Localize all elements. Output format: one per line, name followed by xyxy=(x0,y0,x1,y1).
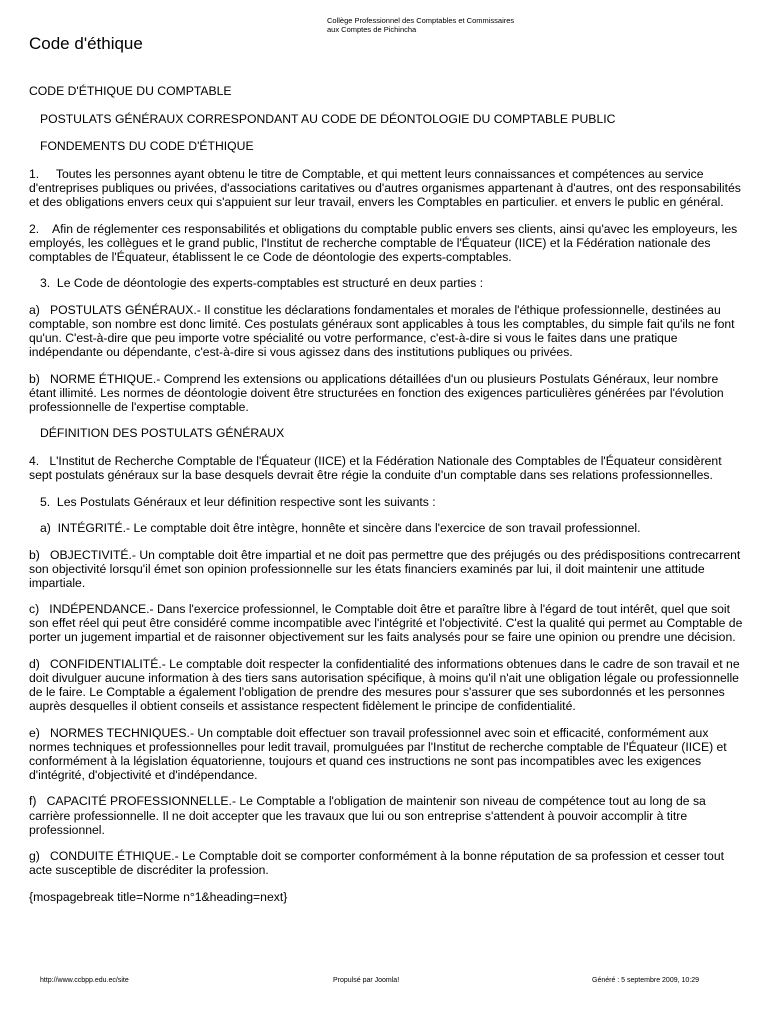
body-paragraph: f) CAPACITÉ PROFESSIONNELLE.- Le Comptable a l'obligation de maintenir son niveau de compétence tout au long de sa carrière professionnelle. Il ne doit accepter que les travaux que lui ou son entreprise s'attendent à pouvoir accomplir à titre professionnel. xyxy=(29,794,710,837)
footer-powered-by: Propulsé par Joomla! xyxy=(333,977,400,984)
body-paragraph: 2. Afin de réglementer ces responsabilités et obligations du comptable public envers ses clients, ainsi qu'avec les employeurs, les employés, les collègues et le grand public, l'Institut de recherche comptable de l'Équateur (IICE) et la Fédération nationale des comptables de l'Équateur, établissent le ce Code de déontologie des experts-comptables. xyxy=(29,221,741,264)
footer-generated-date: Généré : 5 septembre 2009, 10:29 xyxy=(592,977,700,984)
body-paragraph: e) NORMES TECHNIQUES.- Un comptable doit effectuer son travail professionnel avec soin et efficacité, conformément aux normes techniques et professionnelles pour ledit travail, promulguées par l'Institut de recherche comptable de l'Équateur (IICE) et conformément à la législation équatorienne, toujours et quand ces instructions ne sont pas incompatibles avec les exigences d'intégrité, d'objectivité et d'indépendance. xyxy=(29,725,731,782)
organization-header xyxy=(327,16,514,34)
body-paragraph: a) INTÉGRITÉ.- Le comptable doit être intègre, honnête et sincère dans l'exercice de son travail professionnel. xyxy=(40,521,641,536)
page-title: Code d'éthique xyxy=(29,34,143,53)
body-paragraph: 1. Toutes les personnes ayant obtenu le titre de Comptable, et qui mettent leurs connaissances et compétences au service d'entreprises publiques ou privées, d'associations caritatives ou d'autres organismes appartenant à d'autres, ont des responsabilités et des obligations envers ceux qui s'appuient sur leur travail, envers les Comptables en particulier. et envers le public en général. xyxy=(29,167,745,210)
section-heading: CODE D'ÉTHIQUE DU COMPTABLE xyxy=(29,84,232,98)
section-heading: DÉFINITION DES POSTULATS GÉNÉRAUX xyxy=(40,426,285,441)
organization-name-line2: aux Comptes de Pichincha xyxy=(327,25,417,34)
document-body xyxy=(29,84,747,916)
body-paragraph: g) CONDUITE ÉTHIQUE.- Le Comptable doit se comporter conformément à la bonne réputation de sa profession et cesser tout acte susceptible de discréditer la profession. xyxy=(29,849,728,878)
body-paragraph: b) OBJECTIVITÉ.- Un comptable doit être impartial et ne doit pas permettre que des préjugés ou des prédispositions contrecarrent son objectivité lorsqu'il émet son opinion professionnelle sur les états financiers examinés par lui, il doit maintenir une attitude impartiale. xyxy=(29,547,744,590)
body-paragraph: 4. L'Institut de Recherche Comptable de l'Équateur (IICE) et la Fédération Nationale des Comptables de l'Équateur considèrent sept postulats généraux sur la base desquels devrait être régie la conduite d'un comptable dans ses relations professionnelles. xyxy=(29,454,725,483)
section-heading: POSTULATS GÉNÉRAUX CORRESPONDANT AU CODE DE DÉONTOLOGIE DU COMPTABLE PUBLIC xyxy=(40,111,616,126)
section-heading: FONDEMENTS DU CODE D'ÉTHIQUE xyxy=(40,139,254,154)
body-paragraph: c) INDÉPENDANCE.- Dans l'exercice professionnel, le Comptable doit être et paraître libre à l'égard de tout intérêt, quel que soit son effet réel qui peut être considéré comme incompatible avec l'intégrité et l'objectivité. C'est la qualité qui permet au Comptable de porter un jugement impartial et de raisonner objectivement sur les faits analysés pour se faire une opinion ou prendre une décision. xyxy=(29,602,746,645)
body-paragraph: a) POSTULATS GÉNÉRAUX.- Il constitue les déclarations fondamentales et morales de l'éthique professionnelle, destinées au comptable, son nombre est donc limité. Ces postulats généraux sont applicables à tous les comptables, du simple fait qu'ils ne font qu'un. C'est-à-dire que peu importe votre spécialité ou votre performance, c'est-à-dire si vous le faites dans une pratique indépendante ou dépendante, c'est-à-dire si vous agissez dans des institutions publiques ou privées. xyxy=(29,302,738,360)
organization-name-line1: Collège Professionnel des Comptables et Commissaires xyxy=(327,16,515,25)
body-paragraph: d) CONFIDENTIALITÉ.- Le comptable doit respecter la confidentialité des informations obtenues dans le cadre de son travail et ne doit divulguer aucune information à des tiers sans autorisation spécifique, à moins qu'il n'ait une obligation légale ou professionnelle de le faire. Le Comptable a également l'obligation de prendre des mesures pour s'assurer que ses subordonnés et les personnes auprès desquelles il obtient conseils et assistance respectent fidèlement le principe de confidentialité. xyxy=(29,656,744,714)
footer-site-url: http://www.ccbpp.edu.ec/site xyxy=(40,977,129,984)
body-paragraph: b) NORME ÉTHIQUE.- Comprend les extensions ou applications détaillées d'un ou plusieurs Postulats Généraux, leur nombre étant illimité. Les normes de déontologie doivent être structurées en fonction des exigences particulières générées par l'évolution professionnelle de l'expertise comptable. xyxy=(29,371,728,414)
body-paragraph: {mospagebreak title=Norme n°1&heading=next} xyxy=(29,889,288,904)
body-paragraph: 3. Le Code de déontologie des experts-comptables est structuré en deux parties : xyxy=(40,276,484,291)
body-paragraph: 5. Les Postulats Généraux et leur définition respective sont les suivants : xyxy=(40,494,436,509)
